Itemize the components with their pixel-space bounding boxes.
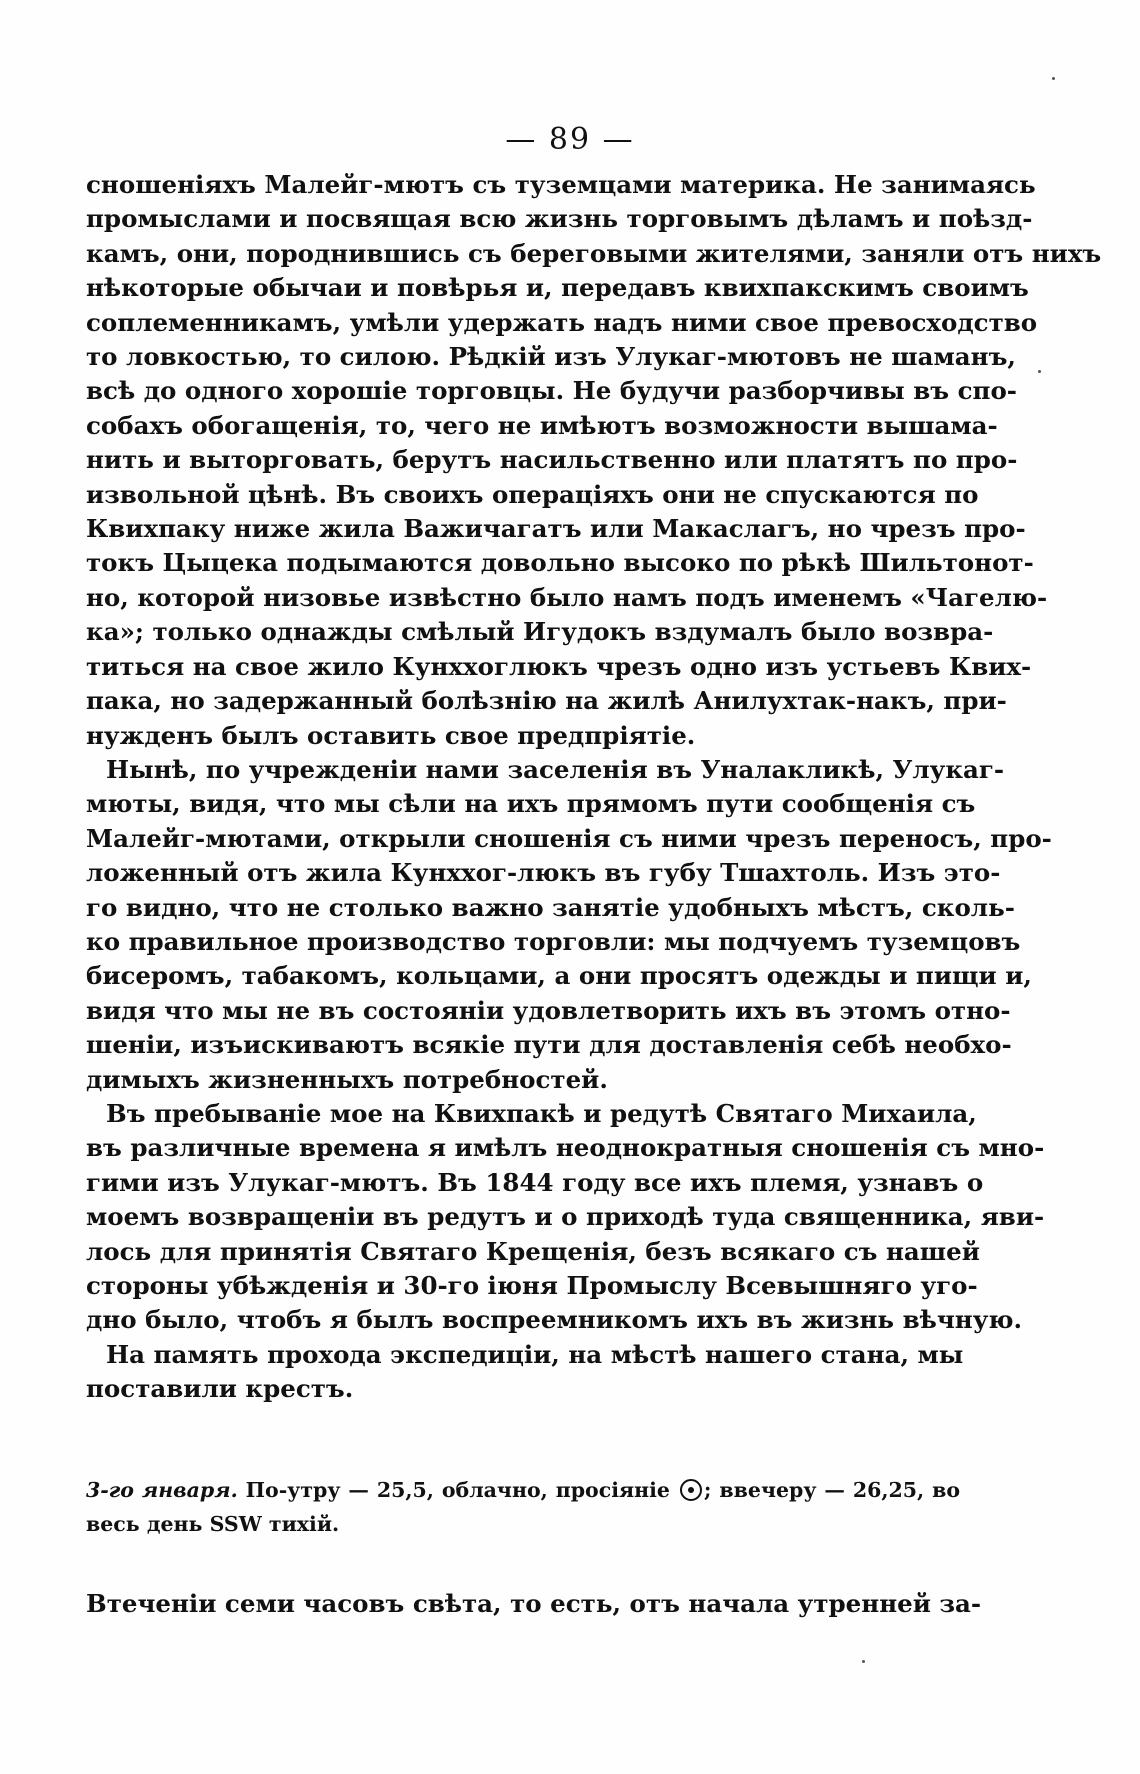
journal-entry-line-2: весь день SSW тихій. <box>86 1512 340 1536</box>
text-line: ко правильное производство торговли: мы подчуемъ туземцовъ <box>86 926 1021 956</box>
paragraph <box>86 753 1052 1097</box>
text-line: всѣ до одного хорошіе торговцы. Не будучи разборчивы въ спо- <box>86 376 1017 406</box>
text-line: сношеніяхъ Малейг-мютъ съ туземцами материка. Не занимаясь <box>86 170 1036 199</box>
text-line: ка»; только однажды смѣлый Игудокъ вздумалъ было возвра- <box>86 617 994 647</box>
text-line: лось для принятія Святаго Крещенія, безъ всякаго съ нашей <box>86 1236 980 1266</box>
text-line: извольной цѣнѣ. Въ своихъ операціяхъ они не спускаются по <box>86 479 979 509</box>
paper-speck <box>862 1660 865 1663</box>
text-line: бисеромъ, табакомъ, кольцами, а они просятъ одежды и пищи и, <box>86 961 1032 991</box>
journal-entry-weather-morning: По-утру — 25,5, облачно, просіяніе <box>237 1478 678 1502</box>
text-line: токъ Цыцека подымаются довольно высоко по рѣкѣ Шильтонот- <box>86 548 1034 578</box>
paragraph <box>86 1097 1045 1338</box>
main-text <box>86 168 1102 1407</box>
text-line: Въ пребываніе мое на Квихпакѣ и редутѣ Святаго Михаила, <box>106 1098 977 1128</box>
journal-entry-line-1 <box>86 1473 960 1507</box>
paragraph <box>86 1338 964 1407</box>
text-line: шеніи, изъискиваютъ всякіе пути для доставленія себѣ необхо- <box>86 1030 1012 1060</box>
text-line: пака, но задержанный болѣзнію на жилѣ Анилухтак-накъ, при- <box>86 686 1007 716</box>
text-line: моемъ возвращеніи въ редутъ и о приходѣ туда священника, яви- <box>86 1202 1045 1232</box>
text-line: видя что мы не въ состояніи удовлетворить ихъ въ этомъ отно- <box>86 995 1011 1025</box>
text-line: На память прохода экспедиціи, на мѣстѣ нашего стана, мы <box>106 1339 964 1369</box>
text-line: Малейг-мютами, открыли сношенія съ ними чрезъ переносъ, про- <box>86 823 1052 853</box>
text-line: титься на свое жило Кунххоглюкъ чрезъ одно изъ устьевъ Квих- <box>86 651 1032 681</box>
text-line: соплеменникамъ, умѣли удержать надъ ними свое превосходство <box>86 307 1038 337</box>
text-line: стороны убѣжденія и 30-го іюня Промыслу Всевышняго уго- <box>86 1271 978 1300</box>
final-text-line: Втеченіи семи часовъ свѣта, то есть, отъ начала утренней за- <box>86 1589 982 1618</box>
text-line: Нынѣ, по учрежденіи нами заселенія въ Уналакликѣ, Улукаг- <box>106 754 1005 784</box>
sun-symbol-icon <box>680 1479 702 1501</box>
text-line: димыхъ жизненныхъ потребностей. <box>86 1064 608 1094</box>
text-line: мюты, видя, что мы сѣли на ихъ прямомъ пути сообщенія съ <box>86 789 976 819</box>
text-line: то ловкостью, то силою. Рѣдкій изъ Улукаг-мютовъ не шаманъ, <box>86 342 1016 372</box>
journal-entry-date: 3-го января. <box>86 1478 238 1502</box>
journal-entry-weather-evening: ; ввечеру — 26,25, во <box>703 1478 961 1502</box>
text-line: промыслами и посвящая всю жизнь торговымъ дѣламъ и поѣзд- <box>86 204 1033 234</box>
journal-entry <box>86 1473 960 1541</box>
text-line: камъ, они, породнившись съ береговыми жителями, заняли отъ нихъ <box>86 238 1102 268</box>
text-line: ложенный отъ жила Кунххог-люкъ въ губу Тшахтоль. Изъ это- <box>86 858 1001 888</box>
page-number: — 89 — <box>505 122 635 157</box>
text-line: поставили крестъ. <box>86 1374 354 1404</box>
paper-speck <box>1052 77 1055 80</box>
text-line: нѣкоторые обычаи и повѣрья и, передавъ квихпакскимъ своимъ <box>86 273 1029 303</box>
text-line: но, которой низовье извѣстно было намъ подъ именемъ «Чагелю- <box>86 582 1048 612</box>
text-line: Квихпаку ниже жила Важичагатъ или Макаслагъ, но чрезъ про- <box>86 514 1026 544</box>
text-line: гими изъ Улукаг-мютъ. Въ 1844 году все ихъ племя, узнавъ о <box>86 1167 984 1197</box>
text-line: нить и выторговать, берутъ насильственно или платятъ по про- <box>86 445 1018 475</box>
paper-speck <box>1038 370 1041 373</box>
text-line: собахъ обогащенія, то, чего не имѣютъ возможности вышама- <box>86 410 998 440</box>
text-line: нужденъ былъ оставить свое предпріятіе. <box>86 720 696 750</box>
text-line: дно было, чтобъ я былъ воспреемникомъ ихъ въ жизнь вѣчную. <box>86 1305 1023 1335</box>
text-line: го видно, что не столько важно занятіе удобныхъ мѣстъ, сколь- <box>86 892 1015 922</box>
text-line: въ различные времена я имѣлъ неоднократныя сношенія съ мно- <box>86 1133 1045 1163</box>
paragraph <box>86 168 1102 753</box>
